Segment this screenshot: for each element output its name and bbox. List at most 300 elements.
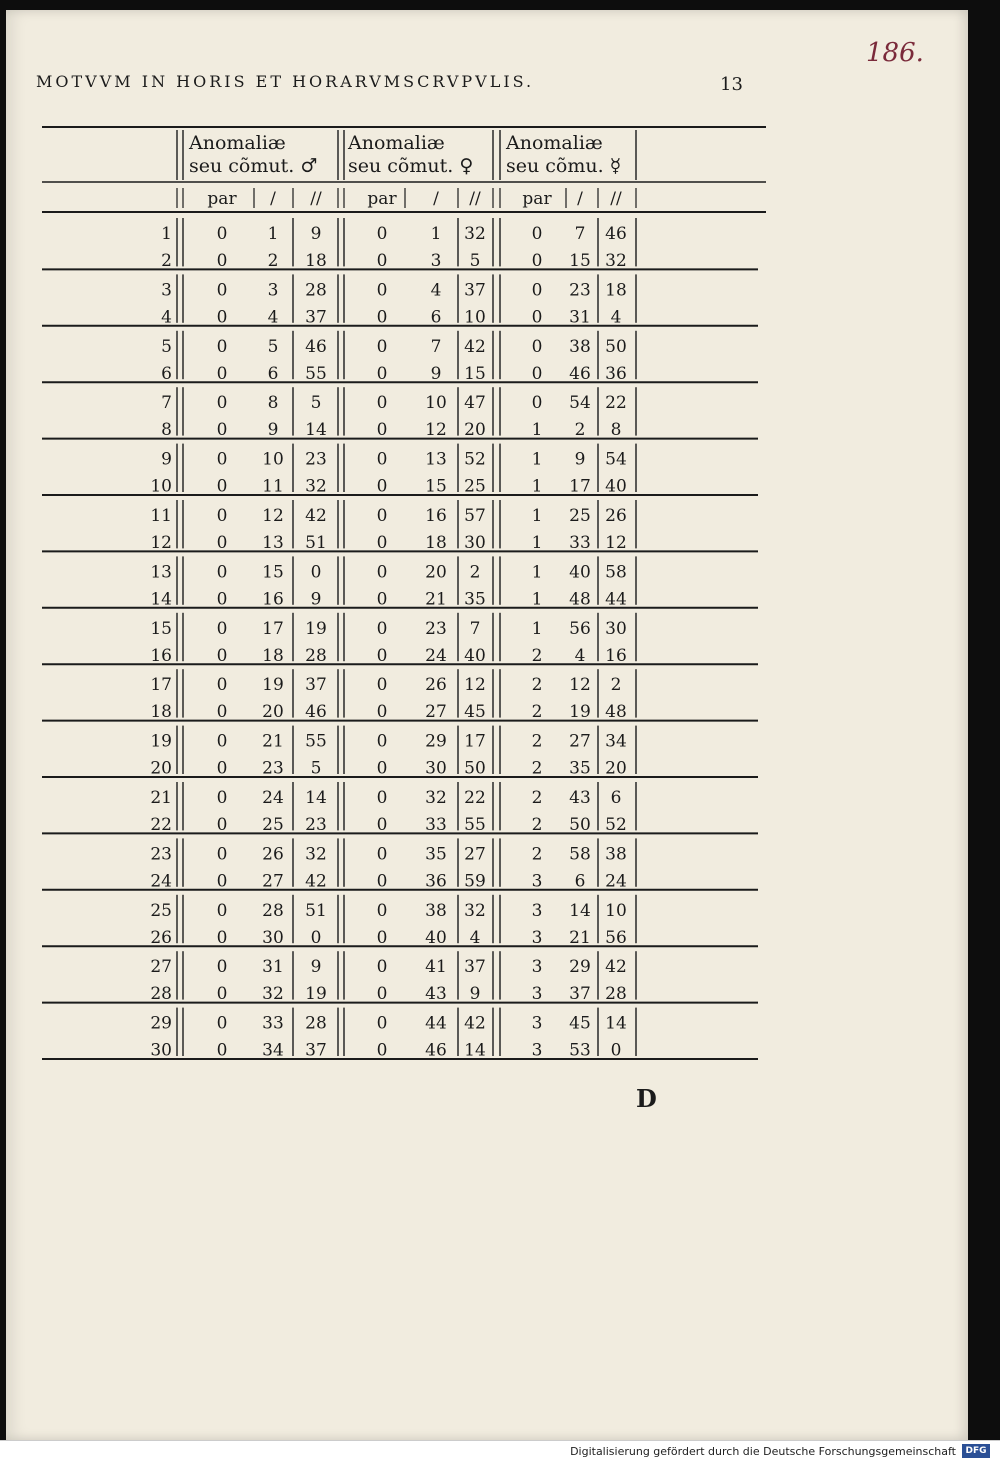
table-value: 32 [605, 251, 627, 271]
table-value: 45 [569, 1013, 591, 1034]
table-value: 33 [262, 1013, 284, 1034]
table-value: 20 [262, 702, 284, 723]
table-value: 19 [262, 675, 284, 696]
table-value: 37 [464, 957, 486, 978]
table-value: 3 [531, 984, 543, 1005]
table-value: 7 [430, 336, 442, 357]
table-value: 6 [267, 363, 279, 384]
table-value: 40 [605, 476, 627, 497]
hour-number: 29 [150, 1013, 172, 1034]
table-value: 7 [469, 618, 481, 639]
table-value: 14 [605, 1013, 627, 1034]
table-value: 42 [464, 336, 486, 357]
table-value: 0 [376, 251, 388, 271]
table-value: 27 [262, 871, 284, 892]
table-value: 40 [569, 562, 591, 583]
table-value: 37 [464, 280, 486, 301]
table-value: 0 [216, 363, 228, 384]
table-value: 23 [569, 280, 591, 301]
dfg-logo: DFG [962, 1444, 990, 1458]
table-value: 34 [605, 731, 627, 752]
table-value: 0 [376, 393, 388, 414]
table-value: 42 [464, 1013, 486, 1034]
table-value: 24 [605, 871, 627, 892]
table-value: 12 [569, 675, 591, 696]
table-value: 0 [376, 675, 388, 696]
table-value: 6 [430, 307, 442, 328]
table-value: 20 [425, 562, 447, 583]
table-value: 0 [216, 1013, 228, 1034]
table-value: 9 [430, 363, 442, 384]
table-value: 28 [305, 1013, 327, 1034]
table-value: 30 [464, 533, 486, 553]
table-value: 5 [469, 251, 481, 271]
table-value: 2 [610, 675, 622, 696]
table-value: 33 [425, 815, 447, 835]
table-value: 0 [216, 562, 228, 583]
table-value: 0 [216, 280, 228, 301]
table-value: 25 [262, 815, 284, 835]
subheader-label: par [207, 189, 237, 209]
table-value: 2 [531, 702, 543, 723]
table-value: 23 [262, 758, 284, 779]
table-value: 28 [605, 984, 627, 1005]
table-value: 9 [310, 589, 322, 610]
table-value: 3 [531, 900, 543, 921]
table-value: 41 [425, 957, 447, 978]
hour-number: 18 [150, 702, 172, 723]
table-value: 2 [469, 562, 481, 583]
table-value: 0 [216, 533, 228, 553]
table-value: 5 [310, 758, 322, 779]
table-value: 0 [216, 927, 228, 948]
table-value: 4 [267, 307, 279, 328]
table-value: 14 [464, 1040, 486, 1061]
hour-number: 20 [150, 758, 172, 779]
table-value: 30 [425, 758, 447, 779]
table-value: 19 [569, 702, 591, 723]
table-value: 0 [531, 363, 543, 384]
table-value: 2 [531, 675, 543, 696]
table-value: 3 [531, 927, 543, 948]
table-value: 0 [376, 476, 388, 497]
table-value: 0 [376, 957, 388, 978]
table-value: 2 [531, 645, 543, 666]
table-value: 0 [610, 1040, 622, 1061]
table-value: 0 [216, 336, 228, 357]
hour-number: 3 [161, 280, 172, 301]
hour-number: 13 [150, 562, 172, 583]
table-value: 37 [305, 1040, 327, 1061]
table-value: 12 [464, 675, 486, 696]
table-value: 0 [310, 562, 322, 583]
table-value: 17 [262, 618, 284, 639]
table-value: 0 [376, 449, 388, 470]
table-value: 28 [305, 645, 327, 666]
table-value: 23 [305, 815, 327, 835]
table-value: 28 [305, 280, 327, 301]
table-value: 25 [569, 506, 591, 526]
table-value: 1 [267, 224, 279, 244]
table-value: 0 [531, 307, 543, 328]
subheader-label: // [310, 189, 322, 209]
table-value: 57 [464, 506, 486, 526]
table-value: 2 [531, 844, 543, 865]
table-value: 14 [305, 788, 327, 808]
table-value: 0 [376, 758, 388, 779]
table-value: 15 [569, 251, 591, 271]
table-value: 0 [216, 224, 228, 244]
table-value: 55 [305, 363, 327, 384]
subheader-label: // [610, 189, 622, 209]
table-value: 11 [262, 476, 284, 497]
table-value: 1 [531, 562, 543, 583]
table-value: 2 [531, 815, 543, 835]
table-value: 1 [531, 533, 543, 553]
table-value: 31 [569, 307, 591, 328]
table-value: 46 [305, 702, 327, 723]
table-value: 0 [216, 844, 228, 865]
table-value: 9 [267, 420, 279, 441]
table-value: 58 [569, 844, 591, 865]
group-title-line2: seu cõmut. ♂ [189, 155, 318, 177]
table-value: 51 [305, 533, 327, 553]
table-value: 52 [464, 449, 486, 470]
table-value: 1 [531, 420, 543, 441]
table-value: 15 [464, 363, 486, 384]
table-value: 27 [464, 844, 486, 865]
table-value: 24 [425, 645, 447, 666]
table-value: 1 [430, 224, 442, 244]
table-value: 18 [305, 251, 327, 271]
table-value: 59 [464, 871, 486, 892]
table-value: 0 [376, 871, 388, 892]
handwritten-folio: 186. [866, 38, 924, 68]
table-value: 46 [605, 224, 627, 244]
table-value: 42 [605, 957, 627, 978]
table-value: 5 [310, 393, 322, 414]
group-title-line1: Anomaliæ [506, 132, 603, 154]
table-value: 0 [376, 1013, 388, 1034]
table-value: 0 [216, 984, 228, 1005]
table-value: 0 [376, 702, 388, 723]
hour-number: 28 [150, 984, 172, 1005]
table-value: 2 [267, 251, 279, 271]
hour-number: 2 [161, 251, 172, 271]
table-value: 9 [469, 984, 481, 1005]
table-value: 9 [310, 957, 322, 978]
group-title-line1: Anomaliæ [189, 132, 286, 154]
table-value: 21 [262, 731, 284, 752]
table-value: 0 [376, 506, 388, 526]
table-value: 15 [262, 562, 284, 583]
hour-number: 8 [161, 420, 172, 441]
table-value: 0 [376, 927, 388, 948]
table-value: 2 [574, 420, 586, 441]
footer-strip [0, 1440, 1000, 1464]
table-value: 48 [569, 589, 591, 610]
signature-mark: D [636, 1084, 657, 1113]
table-value: 0 [216, 871, 228, 892]
footer-credit: Digitalisierung gefördert durch die Deutsche Forschungsgemeinschaft [570, 1445, 956, 1458]
table-value: 3 [267, 280, 279, 301]
table-value: 27 [569, 731, 591, 752]
table-value: 0 [216, 449, 228, 470]
hour-number: 10 [150, 476, 172, 497]
table-value: 26 [425, 675, 447, 696]
table-value: 29 [569, 957, 591, 978]
table-value: 10 [464, 307, 486, 328]
table-value: 0 [376, 307, 388, 328]
table-value: 32 [305, 844, 327, 865]
table-value: 44 [605, 589, 627, 610]
table-value: 9 [310, 224, 322, 244]
table-value: 16 [262, 589, 284, 610]
table-value: 0 [376, 336, 388, 357]
table-value: 30 [605, 618, 627, 639]
table-value: 0 [376, 589, 388, 610]
table-value: 21 [569, 927, 591, 948]
table-value: 29 [425, 731, 447, 752]
table-value: 31 [262, 957, 284, 978]
table-value: 54 [569, 393, 591, 414]
subheader-label: / [270, 189, 276, 209]
table-value: 46 [425, 1040, 447, 1061]
table-value: 22 [605, 393, 627, 414]
table-value: 0 [376, 788, 388, 808]
table-value: 45 [464, 702, 486, 723]
subheader-label: // [469, 189, 481, 209]
table-value: 2 [531, 758, 543, 779]
table-value: 38 [569, 336, 591, 357]
table-value: 24 [262, 788, 284, 808]
table-value: 50 [569, 815, 591, 835]
table-value: 0 [376, 731, 388, 752]
table-value: 56 [605, 927, 627, 948]
table-value: 18 [262, 645, 284, 666]
table-value: 37 [569, 984, 591, 1005]
table-value: 19 [305, 984, 327, 1005]
table-value: 3 [531, 1040, 543, 1061]
table-value: 12 [605, 533, 627, 553]
table-value: 17 [464, 731, 486, 752]
table-value: 32 [464, 224, 486, 244]
table-value: 0 [216, 900, 228, 921]
hour-number: 9 [161, 449, 172, 470]
hour-number: 30 [150, 1040, 172, 1061]
table-value: 23 [305, 449, 327, 470]
table-value: 34 [262, 1040, 284, 1061]
table-value: 0 [216, 420, 228, 441]
hour-number: 14 [150, 589, 172, 610]
subheader-label: / [577, 189, 583, 209]
table-value: 4 [469, 927, 481, 948]
subheader-label: par [522, 189, 552, 209]
table-value: 0 [216, 251, 228, 271]
table-value: 52 [605, 815, 627, 835]
table-value: 10 [425, 393, 447, 414]
table-value: 13 [262, 533, 284, 553]
table-value: 5 [267, 336, 279, 357]
table-value: 0 [376, 645, 388, 666]
table-value: 25 [464, 476, 486, 497]
table-value: 42 [305, 871, 327, 892]
hour-number: 5 [161, 336, 172, 357]
hour-number: 7 [161, 393, 172, 414]
table-value: 1 [531, 589, 543, 610]
hour-number: 26 [150, 927, 172, 948]
table-value: 0 [216, 393, 228, 414]
table-value: 0 [376, 984, 388, 1005]
table-value: 46 [305, 336, 327, 357]
table-value: 36 [605, 363, 627, 384]
table-value: 0 [376, 420, 388, 441]
table-value: 35 [569, 758, 591, 779]
table-value: 0 [376, 844, 388, 865]
hour-number: 1 [161, 224, 172, 244]
table-value: 18 [425, 533, 447, 553]
hour-number: 6 [161, 363, 172, 384]
table-value: 0 [216, 589, 228, 610]
table-value: 56 [569, 618, 591, 639]
table-value: 27 [425, 702, 447, 723]
table-value: 12 [262, 506, 284, 526]
table-value: 3 [531, 1013, 543, 1034]
table-value: 10 [262, 449, 284, 470]
table-value: 14 [569, 900, 591, 921]
table-value: 4 [574, 645, 586, 666]
table-value: 7 [574, 224, 586, 244]
table-value: 40 [464, 645, 486, 666]
table-value: 0 [216, 731, 228, 752]
table-value: 0 [216, 957, 228, 978]
table-value: 32 [425, 788, 447, 808]
table-value: 28 [262, 900, 284, 921]
table-value: 8 [267, 393, 279, 414]
table-value: 55 [305, 731, 327, 752]
table-value: 47 [464, 393, 486, 414]
table-value: 43 [569, 788, 591, 808]
hour-number: 19 [150, 731, 172, 752]
table-value: 50 [464, 758, 486, 779]
hour-number: 23 [150, 844, 172, 865]
table-value: 0 [310, 927, 322, 948]
table-value: 46 [569, 363, 591, 384]
table-value: 32 [464, 900, 486, 921]
table-value: 20 [464, 420, 486, 441]
table-value: 37 [305, 307, 327, 328]
subheader-label: par [367, 189, 397, 209]
table-value: 0 [216, 476, 228, 497]
table-value: 6 [610, 788, 622, 808]
table-value: 30 [262, 927, 284, 948]
table-value: 22 [464, 788, 486, 808]
hour-number: 17 [150, 675, 172, 696]
table-value: 38 [605, 844, 627, 865]
table-value: 1 [531, 618, 543, 639]
table-value: 26 [605, 506, 627, 526]
table-value: 21 [425, 589, 447, 610]
group-title-line2: seu cõmu. ☿ [506, 155, 622, 177]
table-value: 3 [531, 957, 543, 978]
table-value: 14 [305, 420, 327, 441]
table-value: 0 [216, 675, 228, 696]
table-value: 48 [605, 702, 627, 723]
table-value: 0 [376, 363, 388, 384]
table-value: 0 [376, 900, 388, 921]
table-value: 54 [605, 449, 627, 470]
table-value: 10 [605, 900, 627, 921]
table-value: 42 [305, 506, 327, 526]
table-value: 16 [425, 506, 447, 526]
table-value: 0 [376, 815, 388, 835]
table-value: 2 [531, 788, 543, 808]
hour-number: 24 [150, 871, 172, 892]
hour-number: 15 [150, 618, 172, 639]
table-value: 2 [531, 731, 543, 752]
table-value: 0 [216, 788, 228, 808]
table-value: 0 [216, 645, 228, 666]
table-value: 15 [425, 476, 447, 497]
table-value: 8 [610, 420, 622, 441]
table-value: 12 [425, 420, 447, 441]
table-value: 58 [605, 562, 627, 583]
table-value: 55 [464, 815, 486, 835]
table-value: 0 [216, 1040, 228, 1061]
table-value: 32 [262, 984, 284, 1005]
table-value: 0 [376, 533, 388, 553]
hour-number: 25 [150, 900, 172, 921]
hour-number: 27 [150, 957, 172, 978]
table-value: 40 [425, 927, 447, 948]
hour-number: 4 [161, 307, 172, 328]
hour-number: 22 [150, 815, 172, 835]
table-value: 35 [464, 589, 486, 610]
table-value: 51 [305, 900, 327, 921]
table-value: 17 [569, 476, 591, 497]
table-value: 35 [425, 844, 447, 865]
table-value: 50 [605, 336, 627, 357]
table-value: 37 [305, 675, 327, 696]
table-value: 4 [430, 280, 442, 301]
table-value: 0 [216, 758, 228, 779]
table-value: 0 [531, 251, 543, 271]
table-value: 20 [605, 758, 627, 779]
hour-number: 16 [150, 645, 172, 666]
table-value: 26 [262, 844, 284, 865]
hour-number: 12 [150, 533, 172, 553]
table-value: 0 [216, 307, 228, 328]
table-value: 0 [216, 618, 228, 639]
table-value: 0 [376, 1040, 388, 1061]
table-value: 32 [305, 476, 327, 497]
table-value: 3 [430, 251, 442, 271]
table-value: 3 [531, 871, 543, 892]
table-value: 0 [531, 336, 543, 357]
table-value: 13 [425, 449, 447, 470]
table-value: 0 [531, 224, 543, 244]
table-value: 0 [376, 562, 388, 583]
table-value: 43 [425, 984, 447, 1005]
table-value: 36 [425, 871, 447, 892]
table-value: 0 [531, 393, 543, 414]
subheader-label: / [433, 189, 439, 209]
table-value: 0 [376, 618, 388, 639]
table-value: 6 [574, 871, 586, 892]
table-value: 44 [425, 1013, 447, 1034]
running-head: MOTVVM IN HORIS ET HORARVMSCRVPVLIS. [36, 72, 535, 91]
table-value: 1 [531, 449, 543, 470]
